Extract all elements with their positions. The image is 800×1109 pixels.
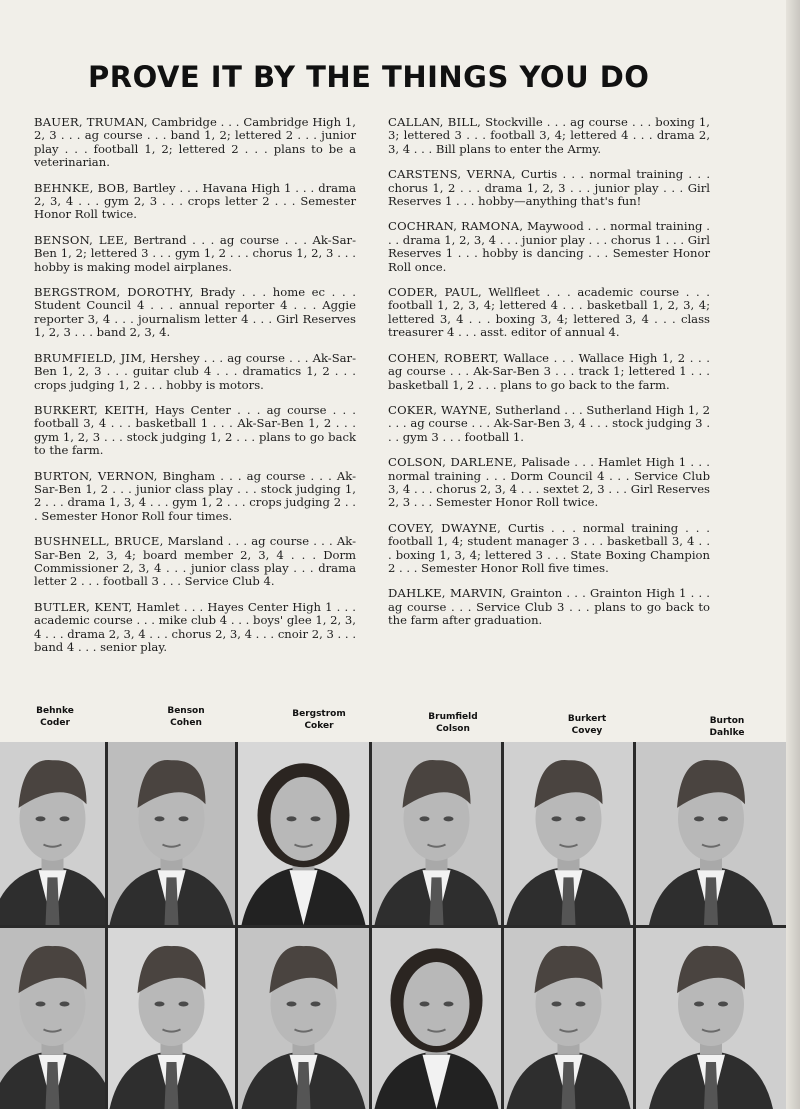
portrait-covey [504,928,633,1109]
caption-4 [398,711,508,735]
student-activities: Curtis . . . normal training . . . football 1, 4; student manager 3 . . . basketball 3, 4 . . . boxing 1, 3, 4; lettered 3 . . . State Boxing Champion 2 . . . Semester Honor Roll five times. [388,520,710,575]
student-name: DAHLKE, MARVIN, [388,586,507,601]
caption-5 [532,713,642,737]
student-entry [388,522,710,576]
caption-bottom: Colson [436,724,470,734]
page-binding-edge [786,0,800,1109]
student-activities: Hays Center . . . ag course . . . football 3, 4 . . . basketball 1 . . . Ak-Sar-Ben 1, 2 . . . gym 1, 2, 3 . . . stock judging 1, 2 . . . plans to go back to the farm. [34,402,356,458]
student-entry [34,470,356,524]
student-entry [388,168,710,208]
student-name: BERGSTROM, DOROTHY, [34,285,194,300]
caption-bottom: Coder [40,718,70,728]
student-name: BAUER, TRUMAN, [34,115,148,129]
student-name: COHEN, ROBERT, [388,350,499,365]
student-entry [388,587,710,627]
caption-bottom: Dahlke [709,728,745,738]
student-entry [34,116,356,170]
page-title: PROVE IT BY THE THINGS YOU DO [88,60,650,94]
student-name: BURTON, VERNON, [34,468,158,483]
student-entry [388,220,710,274]
caption-top: Benson [167,706,205,716]
student-activities: Hamlet . . . Hayes Center High 1 . . . academic course . . . mike club 4 . . . boys' glee 1, 2, 3, 4 . . . drama 2, 3, 4 . . . chorus 2, 3, 4 . . . cnoir 2, 3 . . . band 4 . . . senior play. [34,599,356,654]
student-name: CARSTENS, VERNA, [388,167,516,182]
student-activities: Bertrand . . . ag course . . . Ak-Sar-Ben 1, 2; lettered 3 . . . gym 1, 2 . . . chorus 1, 2, 3 . . . hobby is making model airplanes. [34,232,356,274]
caption-bottom: Coker [304,721,334,731]
portrait-burkert [504,742,633,925]
student-name: COCHRAN, RAMONA, [388,219,524,234]
student-activities: Maywood . . . normal training . . . drama 1, 2, 3, 4 . . . junior play . . . chorus 1 . . . Girl Reserves 1 . . . hobby is dancing . . . Semester Honor Roll once. [388,219,710,274]
student-entry [34,182,356,222]
student-activities: Bingham . . . ag course . . . Ak-Sar-Ben 1, 2 . . . junior class play . . . stock judging 1, 2 . . . drama 1, 3, 4 . . . gym 1, 2 . . . crops judging 2 . . . Semester Honor Roll four times. [34,468,356,523]
student-name: COVEY, DWAYNE, [388,520,502,535]
student-name: BEHNKE, BOB, [34,180,129,195]
portrait-burton [636,742,786,925]
student-entry [34,352,356,392]
caption-top: Bergstrom [292,709,346,719]
portrait-grid [0,742,786,1109]
student-entry [34,535,356,589]
student-name: BUTLER, KENT, [34,599,133,614]
student-activities: Curtis . . . normal training . . . chorus 1, 2 . . . drama 1, 2, 3 . . . junior play . . . Girl Reserves 1 . . . hobby—anything that's fun! [388,167,710,209]
caption-top: Burkert [567,714,607,724]
student-entry [388,116,710,156]
student-entry [34,234,356,274]
student-name: CODER, PAUL, [388,285,482,300]
caption-2 [131,705,241,729]
student-activities: Brady . . . home ec . . . Student Council 4 . . . annual reporter 4 . . . Aggie reporter 3, 4 . . . journalism letter 4 . . . Girl Reserves 1, 2, 3 . . . band 2, 3, 4. [34,285,356,340]
portrait-cohen [108,928,235,1109]
caption-top: Burton [709,716,745,726]
student-entry [388,456,710,510]
student-activities: Cambridge . . . Cambridge High 1, 2, 3 . . . ag course . . . band 1, 2; lettered 2 . . . junior play . . . football 1, 2; lettered 2 . . . plans to be a veterinarian. [34,115,356,170]
student-activities: Grainton . . . Grainton High 1 . . . ag course . . . Service Club 3 . . . plans to go back to the farm after graduation. [388,586,710,628]
student-activities: Stockville . . . ag course . . . boxing 1, 3; lettered 3 . . . football 3, 4; lettered 4 . . . drama 2, 3, 4 . . . Bill plans to enter the Army. [388,115,710,156]
portrait-behnke [0,742,105,925]
caption-3 [264,708,374,732]
student-entry [34,404,356,458]
student-activities: Wellfleet . . . academic course . . . football 1, 2, 3, 4; lettered 4 . . . basketball 1, 2, 3, 4; lettered 3, 4 . . . boxing 3, 4; lettered 3, 4 . . . class treasurer 4 . . . asst. editor of annual 4. [388,285,710,340]
student-name: COKER, WAYNE, [388,402,492,417]
photo-captions [0,705,800,745]
student-entry [34,286,356,340]
student-entry [388,404,710,444]
left-column [34,116,356,666]
student-activities: Hershey . . . ag course . . . Ak-Sar-Ben 1, 2, 3 . . . guitar club 4 . . . dramatics 1, 2 . . . crops judging 1, 2 . . . hobby is motors. [34,350,357,392]
student-activities: Wallace . . . Wallace High 1, 2 . . . ag course . . . Ak-Sar-Ben 3 . . . track 1; lettered 1 . . . basketball 1, 2 . . . plans to go back to the farm. [388,350,710,392]
caption-6 [672,715,782,739]
student-name: BRUMFIELD, JIM, [34,350,147,365]
student-name: BURKERT, KEITH, [34,402,149,417]
student-name: CALLAN, BILL, [388,115,481,129]
student-entry [388,286,710,340]
student-activities: Marsland . . . ag course . . . Ak-Sar-Ben 2, 3, 4; board member 2, 3, 4 . . . Dorm Commissioner 2, 3, 4 . . . junior class play . . . drama letter 2 . . . football 3 . . . Service Club 4. [34,534,356,589]
portrait-dahlke [636,928,786,1109]
portrait-brumfield [372,742,501,925]
student-name: COLSON, DARLENE, [388,455,517,470]
portrait-benson [108,742,235,925]
portrait-coder [0,928,105,1109]
right-column [388,116,710,640]
student-name: BUSHNELL, BRUCE, [34,534,164,549]
portrait-coker [238,928,369,1109]
portrait-bergstrom [238,742,369,925]
student-activities: Palisade . . . Hamlet High 1 . . . normal training . . . Dorm Council 4 . . . Service Club 3, 4 . . . chorus 2, 3, 4 . . . sextet 2, 3 . . . Girl Reserves 2, 3 . . . Semester Honor Roll twice. [388,455,710,510]
portrait-colson [372,928,501,1109]
caption-1 [0,705,110,729]
caption-bottom: Covey [571,726,603,736]
caption-bottom: Cohen [170,718,202,728]
student-entry [388,352,710,392]
student-activities: Sutherland . . . Sutherland High 1, 2 . . . ag course . . . Ak-Sar-Ben 3, 4 . . . stock judging 3 . . . gym 3 . . . football 1. [388,402,711,444]
student-name: BENSON, LEE, [34,232,128,247]
caption-top: Behnke [36,706,74,716]
student-entry [34,601,356,655]
caption-top: Brumfield [428,712,478,722]
student-activities: Bartley . . . Havana High 1 . . . drama 2, 3, 4 . . . gym 2, 3 . . . crops letter 2 . . . Semester Honor Roll twice. [34,180,356,222]
